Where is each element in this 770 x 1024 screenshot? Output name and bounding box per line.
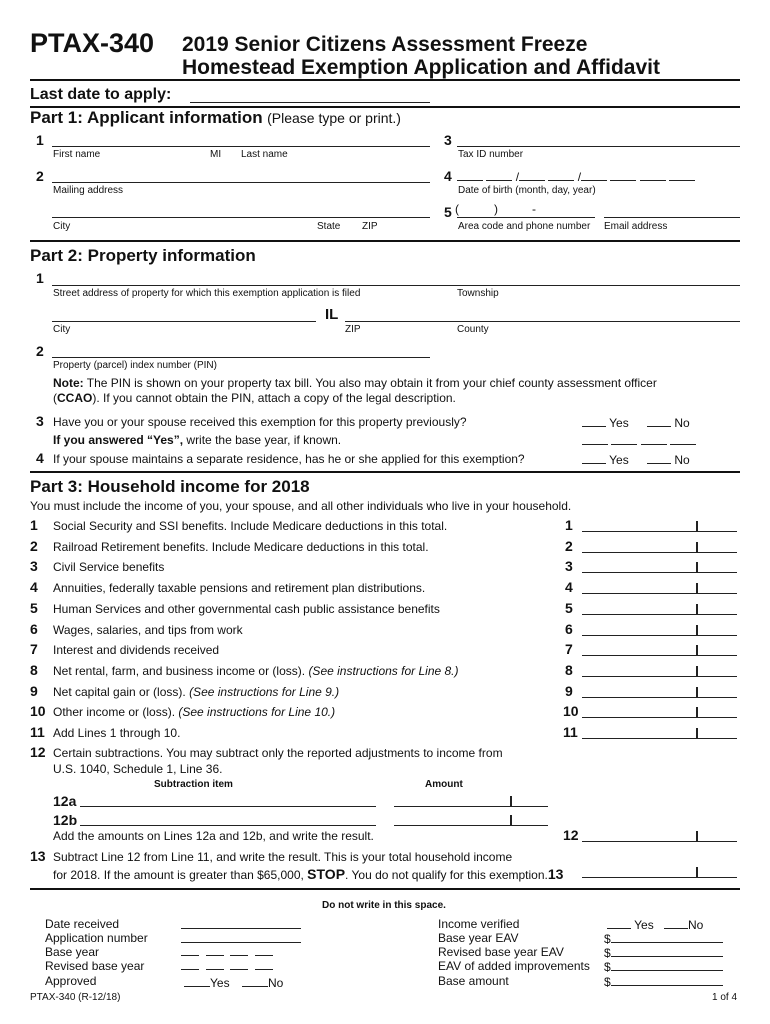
- income-line-cents-divider: [696, 583, 698, 594]
- income-line-right-number: 2: [565, 538, 573, 554]
- income-line-amount-field[interactable]: [582, 635, 737, 636]
- street-address-label: Street address of property for which this exemption application is filed: [53, 288, 361, 299]
- property-city-field[interactable]: [52, 321, 316, 322]
- income-line-label: Wages, salaries, and tips from work: [53, 623, 243, 637]
- office-eav-added-improvements: EAV of added improvements: [438, 959, 590, 973]
- name-field[interactable]: [52, 146, 430, 147]
- income-line-right-number: 7: [565, 641, 573, 657]
- office-approved: Approved: [45, 974, 97, 988]
- office-dollar-field[interactable]: [604, 974, 723, 989]
- property-address-field[interactable]: [52, 285, 740, 286]
- p1-n1: 1: [36, 132, 44, 148]
- income-line-number: 9: [30, 683, 38, 699]
- state-label: State: [317, 221, 341, 232]
- income-line-number: 2: [30, 538, 38, 554]
- income-line-label: Civil Service benefits: [53, 560, 165, 574]
- part3-intro: You must include the income of you, your spouse, and all other individuals who live in your household.: [30, 499, 572, 513]
- line12b-item-field[interactable]: [80, 825, 376, 826]
- income-line-cents-divider: [696, 542, 698, 553]
- income-line-instruction: (See instructions for Line 8.): [308, 664, 459, 678]
- income-line-right-number: 4: [565, 579, 573, 595]
- phone-paren-close: ): [494, 202, 498, 216]
- dob-label: Date of birth (month, day, year): [458, 185, 596, 196]
- income-line-amount-field[interactable]: [582, 531, 737, 532]
- income-line-label: Interest and dividends received: [53, 643, 220, 657]
- line12a-amount-field[interactable]: [394, 806, 548, 807]
- q4-text: If your spouse maintains a separate residence, has he or she applied for this exemption?: [53, 452, 525, 466]
- income-line-cents-divider: [696, 707, 698, 718]
- office-approved-yes[interactable]: Yes: [184, 975, 230, 990]
- income-line-right-number: 1: [565, 517, 573, 533]
- income-line-text: [53, 705, 335, 719]
- part1-note: (Please type or print.): [267, 110, 401, 126]
- office-dollar-field[interactable]: [604, 959, 723, 974]
- office-use-heading: Do not write in this space.: [322, 900, 446, 911]
- line12-amount-field[interactable]: [582, 841, 737, 842]
- office-income-verified-yes[interactable]: Yes: [607, 917, 654, 932]
- property-zip-county-field[interactable]: [345, 321, 740, 322]
- income-line-cents-divider: [696, 604, 698, 615]
- income-line-text: [53, 581, 425, 595]
- q3-text: Have you or your spouse received this exemption for this property previously?: [53, 415, 467, 429]
- phone-label: Area code and phone number: [458, 221, 591, 232]
- office-revised-base-year: Revised base year: [45, 959, 145, 973]
- city-label: City: [53, 221, 71, 232]
- line13-text1: Subtract Line 12 from Line 11, and write the result. This is your total household income: [53, 850, 513, 864]
- office-approved-no[interactable]: No: [242, 975, 283, 990]
- first-name-label: First name: [53, 149, 101, 160]
- income-line-right-number: 11: [563, 724, 578, 740]
- county-label: County: [457, 324, 489, 335]
- p2-n3: 3: [36, 413, 44, 429]
- zip-label: ZIP: [362, 221, 378, 232]
- income-line-text: [53, 643, 219, 657]
- p1-n5: 5: [444, 204, 452, 220]
- office-application-number: Application number: [45, 931, 148, 945]
- office-base-year-eav: Base year EAV: [438, 931, 519, 945]
- dollar-sign: $: [604, 960, 611, 974]
- mailing-address-label: Mailing address: [53, 185, 124, 196]
- dollar-sign: $: [604, 946, 611, 960]
- income-line-amount-field[interactable]: [582, 697, 737, 698]
- mi-label: MI: [210, 149, 222, 160]
- income-line-number: 5: [30, 600, 38, 616]
- income-line-number: 6: [30, 621, 38, 637]
- dollar-sign: $: [604, 932, 611, 946]
- income-line-number: 11: [30, 724, 45, 740]
- income-line-cents-divider: [696, 625, 698, 636]
- line12-text2: U.S. 1040, Schedule 1, Line 36.: [53, 762, 223, 776]
- q3-follow: If you answered “Yes”, write the base year, if known.: [53, 433, 342, 447]
- office-dollar-field[interactable]: [604, 931, 723, 946]
- mailing-address-field[interactable]: [52, 182, 430, 183]
- income-line-amount-field[interactable]: [582, 614, 737, 615]
- subtraction-item-header: Subtraction item: [154, 779, 233, 790]
- q3-no[interactable]: No: [647, 415, 690, 430]
- line13-amount-field[interactable]: [582, 877, 737, 878]
- income-line-cents-divider: [696, 728, 698, 739]
- p2-n2: 2: [36, 343, 44, 359]
- base-year-field[interactable]: [582, 433, 696, 448]
- footer-page: 1 of 4: [712, 992, 738, 1003]
- income-line-instruction: (See instructions for Line 9.): [189, 685, 340, 699]
- part1-heading: [30, 108, 401, 128]
- property-city-label: City: [53, 324, 71, 335]
- amount-header: Amount: [425, 779, 463, 790]
- line13-text2: for 2018. If the amount is greater than $65,000, STOP. You do not qualify for this exemption.13: [53, 866, 564, 882]
- part2-heading: Part 2: Property information: [30, 246, 256, 265]
- dob-field[interactable]: / /: [457, 169, 695, 184]
- office-revised-base-year-field[interactable]: [181, 958, 273, 973]
- income-line-cents-divider: [696, 645, 698, 656]
- income-line-text: [53, 664, 459, 678]
- phone-dash: -: [532, 202, 536, 216]
- income-line-right-number: 6: [565, 621, 573, 637]
- phone-paren-open: (: [455, 202, 459, 216]
- pin-field[interactable]: [52, 357, 430, 358]
- income-line-right-number: 9: [565, 683, 573, 699]
- line12a-label: 12a: [53, 793, 77, 809]
- income-line-number: 8: [30, 662, 38, 678]
- office-date-received: Date received: [45, 917, 120, 931]
- income-line-instruction: (See instructions for Line 10.): [178, 705, 336, 719]
- income-line-amount-field[interactable]: [582, 593, 737, 594]
- income-line-number: 1: [30, 517, 38, 533]
- income-line-cents-divider: [696, 687, 698, 698]
- office-base-amount: Base amount: [438, 974, 509, 988]
- last-date-field[interactable]: [190, 102, 430, 103]
- income-line-label: Social Security and SSI benefits. Include Medicare deductions in this total.: [53, 519, 448, 533]
- pin-note-line2: (CCAO). If you cannot obtain the PIN, attach a copy of the legal description.: [53, 391, 456, 405]
- line13-num: 13: [30, 848, 46, 864]
- p2-n1: 1: [36, 270, 44, 286]
- q4-no[interactable]: No: [647, 452, 690, 467]
- income-line-text: [53, 685, 339, 699]
- income-line-label: Railroad Retirement benefits. Include Medicare deductions in this total.: [53, 540, 429, 554]
- income-line-amount-field[interactable]: [582, 552, 737, 553]
- property-zip-label: ZIP: [345, 324, 361, 335]
- line12b-label: 12b: [53, 812, 78, 828]
- part3-heading: Part 3: Household income for 2018: [30, 477, 310, 496]
- income-line-label: Annuities, federally taxable pensions and retirement plan distributions.: [53, 581, 426, 595]
- income-line-number: 7: [30, 641, 38, 657]
- income-line-text: [53, 726, 180, 740]
- office-application-number-field[interactable]: [181, 942, 301, 943]
- office-base-year: Base year: [45, 945, 100, 959]
- tax-id-field[interactable]: [457, 146, 740, 147]
- office-income-verified-no[interactable]: No: [664, 917, 703, 932]
- q4-yes[interactable]: Yes: [582, 452, 629, 467]
- line12-num: 12: [30, 744, 46, 760]
- income-line-amount-field[interactable]: [582, 676, 737, 677]
- pin-label: Property (parcel) index number (PIN): [53, 360, 217, 371]
- income-line-cents-divider: [696, 666, 698, 677]
- line12a-item-field[interactable]: [80, 806, 376, 807]
- income-line-label: Net capital gain or (loss).: [53, 685, 190, 699]
- line12-add-text: Add the amounts on Lines 12a and 12b, and write the result.: [53, 829, 374, 843]
- income-line-right-number: 5: [565, 600, 573, 616]
- income-line-amount-field[interactable]: [582, 655, 737, 656]
- form-title-line1: 2019 Senior Citizens Assessment Freeze: [182, 33, 588, 56]
- income-line-text: [53, 540, 429, 554]
- income-line-amount-field[interactable]: [582, 738, 737, 739]
- state-il: IL: [325, 306, 339, 323]
- income-line-text: [53, 623, 243, 637]
- income-line-text: [53, 519, 447, 533]
- income-line-text: [53, 560, 164, 574]
- income-line-cents-divider: [696, 521, 698, 532]
- email-field[interactable]: [604, 217, 740, 218]
- office-dollar-field[interactable]: [604, 945, 723, 960]
- phone-field[interactable]: [457, 217, 595, 218]
- footer-form-rev: PTAX-340 (R-12/18): [30, 992, 121, 1003]
- p2-n4: 4: [36, 450, 44, 466]
- office-base-year-field[interactable]: [181, 944, 273, 959]
- income-line-label: Add Lines 1 through 10.: [53, 726, 181, 740]
- p1-n3: 3: [444, 132, 452, 148]
- office-income-verified: Income verified: [438, 917, 520, 931]
- income-line-right-number: 10: [563, 703, 579, 719]
- tax-id-label: Tax ID number: [458, 149, 524, 160]
- income-line-right-number: 8: [565, 662, 573, 678]
- income-line-label: Other income or (loss).: [53, 705, 179, 719]
- income-line-text: [53, 602, 440, 616]
- income-line-number: 3: [30, 558, 38, 574]
- income-line-amount-field[interactable]: [582, 717, 737, 718]
- income-line-amount-field[interactable]: [582, 572, 737, 573]
- p1-n4: 4: [444, 168, 452, 184]
- p1-n2: 2: [36, 168, 44, 184]
- line12-text1: Certain subtractions. You may subtract only the reported adjustments to income from: [53, 746, 503, 760]
- income-line-label: Net rental, farm, and business income or (loss).: [53, 664, 309, 678]
- part1-title: Part 1: Applicant information: [30, 108, 263, 127]
- dollar-sign: $: [604, 975, 611, 989]
- email-label: Email address: [604, 221, 668, 232]
- line12-right-num: 12: [563, 827, 579, 843]
- last-date-label: Last date to apply:: [30, 86, 172, 103]
- income-line-label: Human Services and other governmental cash public assistance benefits: [53, 602, 440, 616]
- income-line-number: 10: [30, 703, 46, 719]
- township-label: Township: [457, 288, 499, 299]
- last-name-label: Last name: [241, 149, 288, 160]
- line12b-amount-field[interactable]: [394, 825, 548, 826]
- income-line-right-number: 3: [565, 558, 573, 574]
- income-line-number: 4: [30, 579, 38, 595]
- q3-yes[interactable]: Yes: [582, 415, 629, 430]
- office-revised-base-year-eav: Revised base year EAV: [438, 945, 564, 959]
- city-state-zip-field[interactable]: [52, 217, 430, 218]
- office-date-received-field[interactable]: [181, 928, 301, 929]
- income-line-cents-divider: [696, 562, 698, 573]
- form-id: PTAX-340: [30, 28, 155, 58]
- form-title-line2: Homestead Exemption Application and Affidavit: [182, 56, 660, 79]
- pin-note-line1: Note: The PIN is shown on your property tax bill. You also may obtain it from your chief county assessment officer: [53, 376, 657, 390]
